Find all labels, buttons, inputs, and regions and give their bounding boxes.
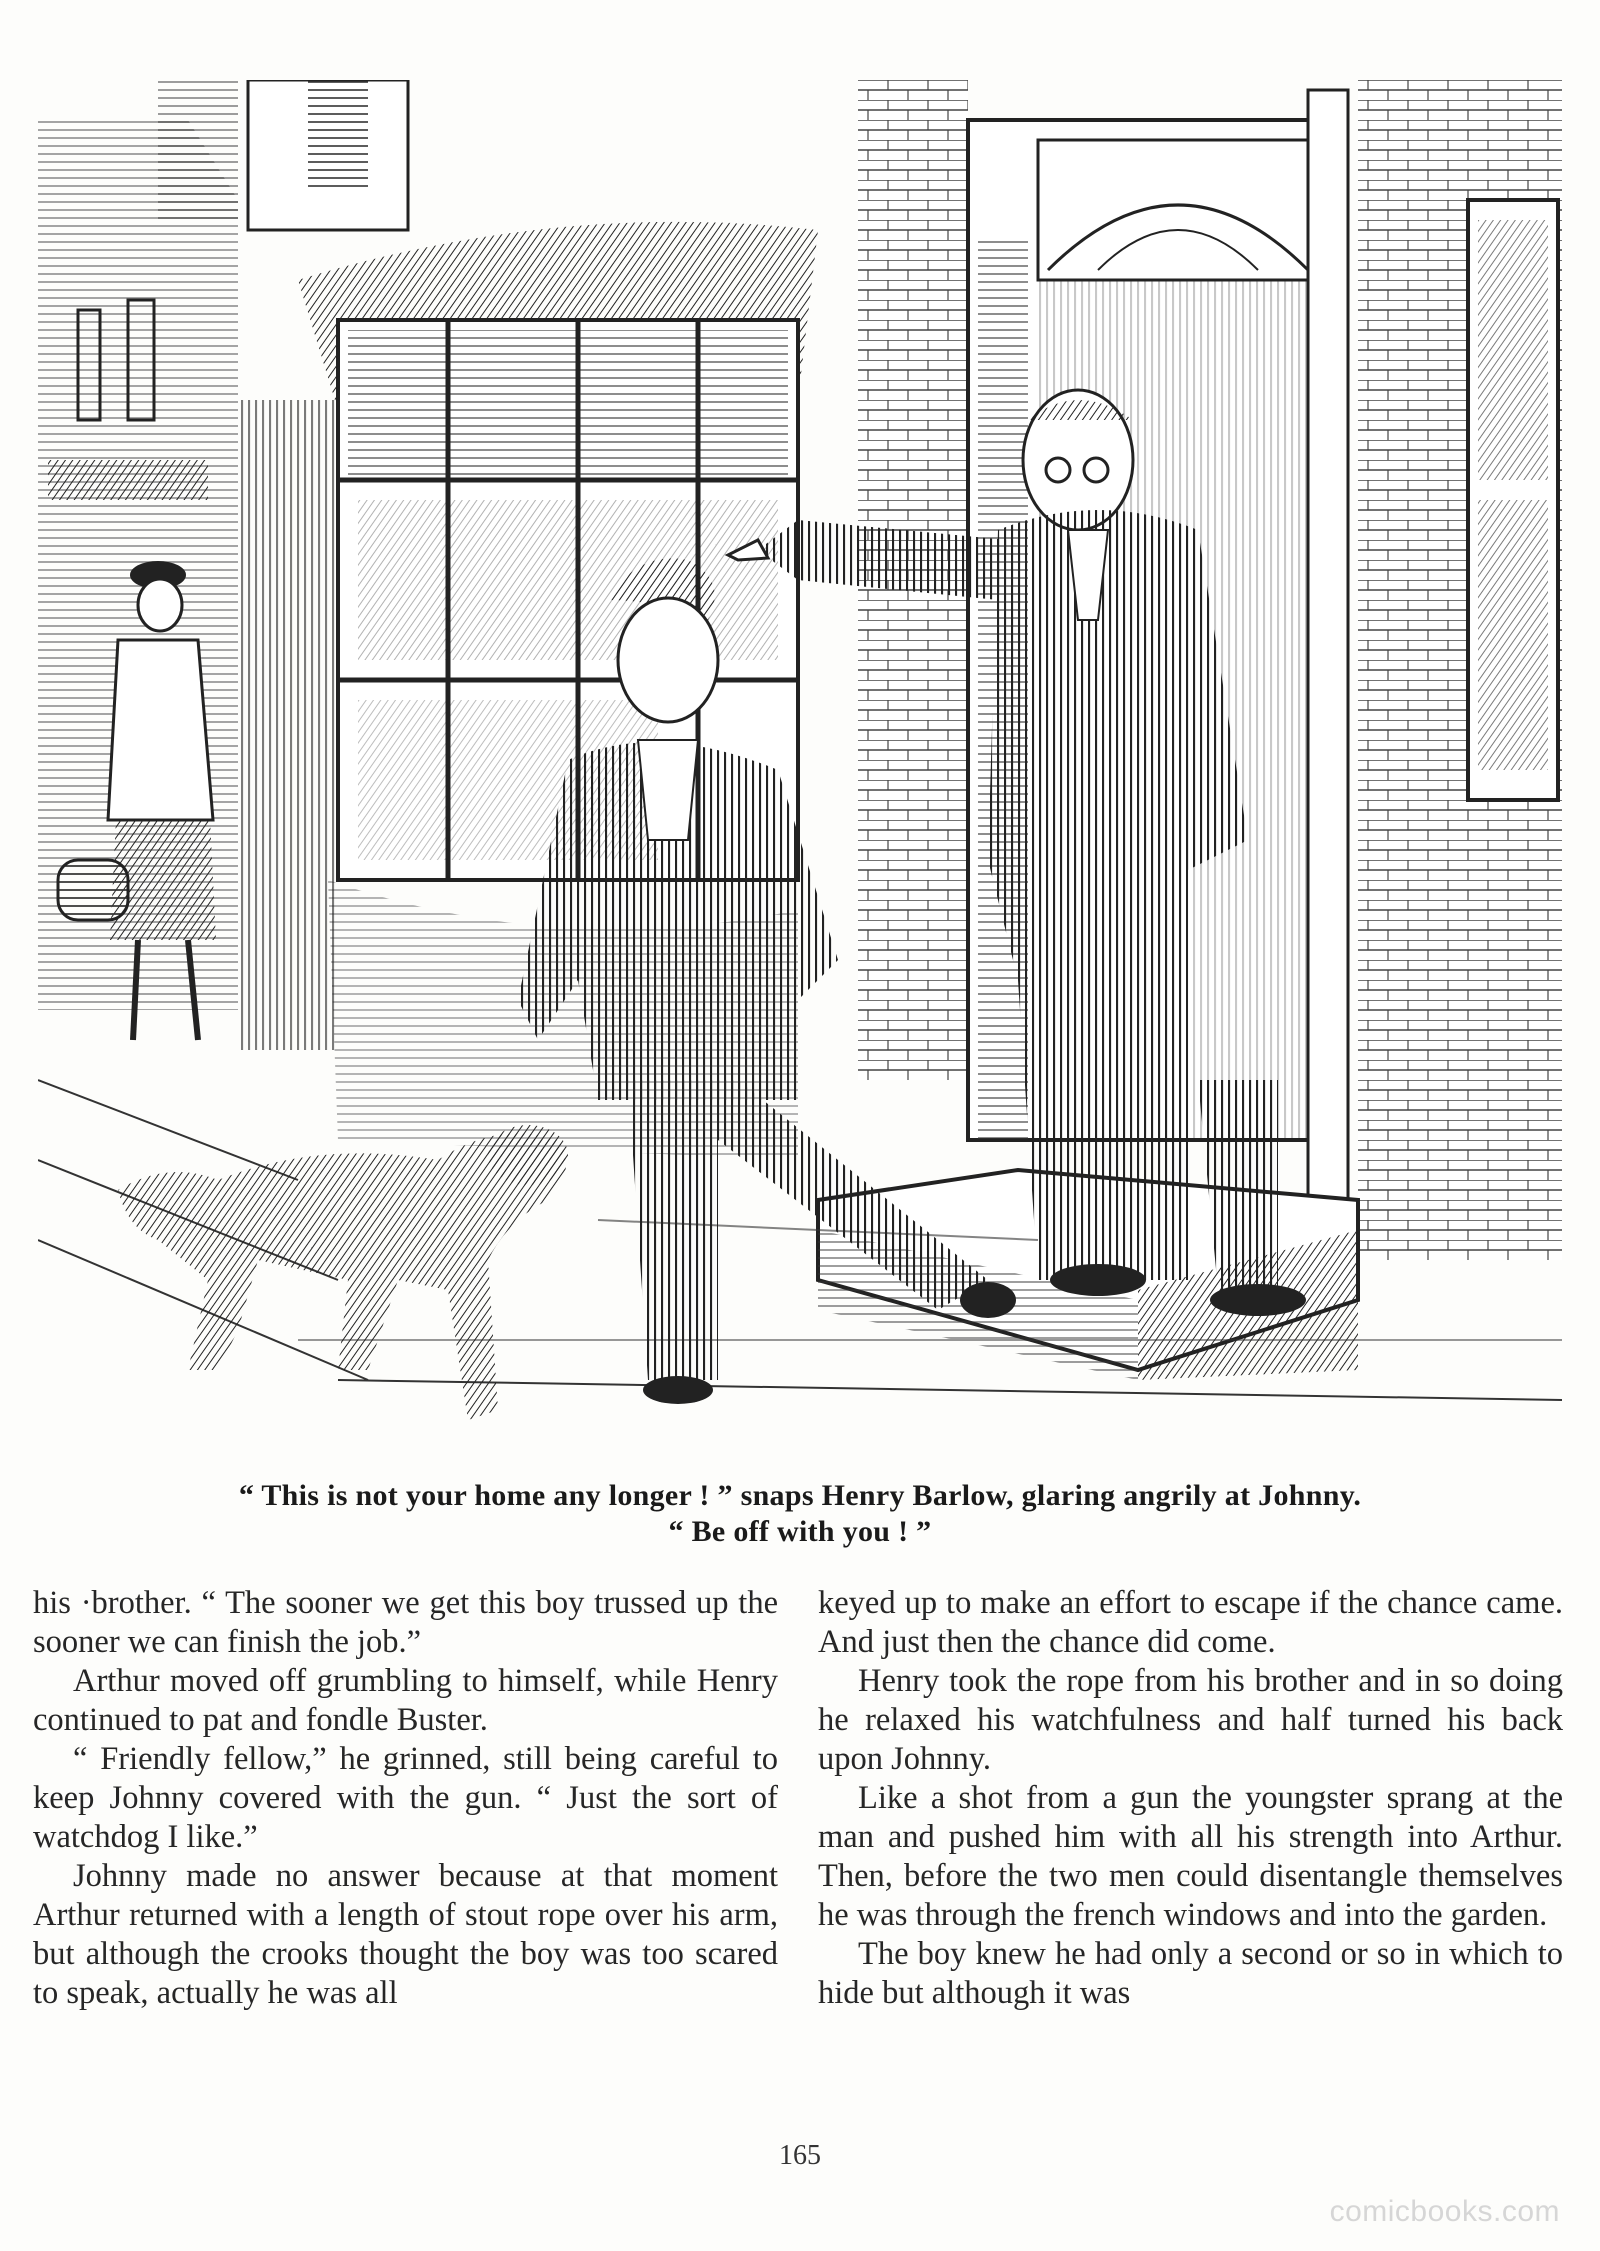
caption-line-2: “ Be off with you ! ” xyxy=(668,1515,932,1548)
caption-line-1: “ This is not your home any longer ! ” snaps Henry Barlow, glaring angrily at Johnny. xyxy=(238,1479,1362,1512)
text-column-right xyxy=(818,1584,1563,2013)
paragraph: The boy knew he had only a second or so in which to hide but although it was xyxy=(818,1936,1563,2011)
paragraph: “ Friendly fellow,” he grinned, still being careful to keep Johnny covered with the gun. “ Just the sort of watchdog I like.” xyxy=(33,1741,778,1855)
street-scene-drawing xyxy=(38,80,1562,1450)
page-number: 165 xyxy=(779,2140,821,2171)
paragraph: his ·brother. “ The sooner we get this boy trussed up the sooner we can finish the job.” xyxy=(33,1585,778,1660)
text-column-left xyxy=(33,1584,778,2013)
paragraph: Like a shot from a gun the youngster sprang at the man and pushed him with all his strength into Arthur. Then, before the two men could disentangle themselves he was through the french windows and into the garden. xyxy=(818,1780,1563,1933)
paragraph: Henry took the rope from his brother and in so doing he relaxed his watchfulness and half turned his back upon Johnny. xyxy=(818,1663,1563,1777)
illustration-caption xyxy=(40,1478,1560,1550)
illustration xyxy=(38,80,1562,1450)
dog-buster-figure xyxy=(118,1125,568,1420)
paragraph: keyed up to make an effort to escape if the chance came. And just then the chance did come. xyxy=(818,1585,1563,1660)
watermark: comicbooks.com xyxy=(1329,2195,1560,2228)
paragraph: Johnny made no answer because at that moment Arthur returned with a length of stout rope over his arm, but although the crooks thought the boy was too scared to speak, actually he was all xyxy=(33,1858,778,2011)
paragraph: Arthur moved off grumbling to himself, while Henry continued to pat and fondle Buster. xyxy=(33,1663,778,1738)
